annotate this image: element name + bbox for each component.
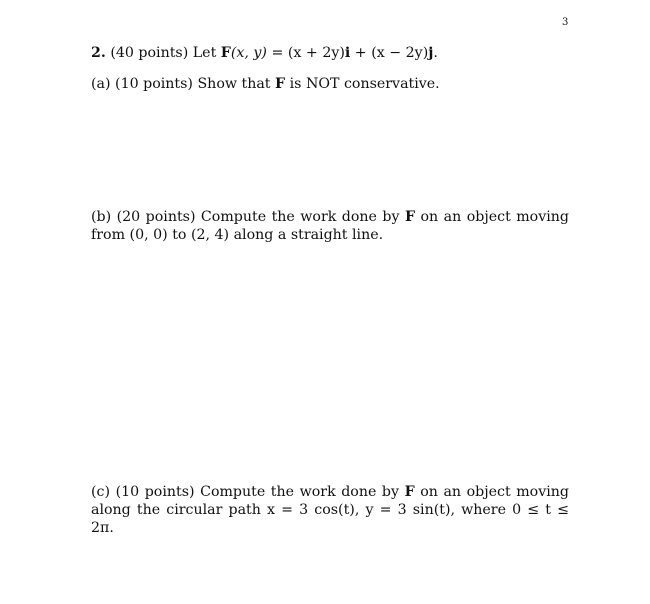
field-equation-end: . bbox=[433, 45, 438, 61]
part-b bbox=[91, 208, 569, 244]
part-c-vector: F bbox=[404, 484, 415, 500]
problem-number: 2. bbox=[91, 45, 106, 61]
page-number: 3 bbox=[562, 17, 569, 28]
j-unit-vector: j bbox=[428, 45, 434, 61]
field-equation-mid: + (x − 2y) bbox=[350, 45, 429, 61]
part-b-vector: F bbox=[404, 209, 416, 225]
part-c-lead: (c) (10 points) Compute the work done by bbox=[91, 484, 405, 500]
part-b-rest: on an object moving from (0, 0) to (2, 4) along a straight line. bbox=[91, 209, 569, 243]
problem-points: (40 points) Let bbox=[110, 45, 221, 61]
field-equation: = (x + 2y) bbox=[266, 45, 345, 61]
part-a-vector: F bbox=[275, 76, 286, 92]
field-args: (x, y) bbox=[230, 45, 267, 61]
part-b-lead: (b) (20 points) Compute the work done by bbox=[91, 209, 405, 225]
field-name: F bbox=[220, 45, 231, 61]
part-a-lead: (a) (10 points) Show that bbox=[91, 76, 276, 92]
i-unit-vector: i bbox=[344, 45, 351, 61]
part-a-rest: is NOT conservative. bbox=[285, 76, 440, 92]
problem-statement bbox=[91, 44, 438, 62]
part-c bbox=[91, 483, 569, 537]
part-c-rest: on an object moving along the circular path x = 3 cos(t), y = 3 sin(t), where 0 ≤ t ≤ 2π. bbox=[91, 484, 570, 536]
part-a bbox=[91, 75, 440, 93]
